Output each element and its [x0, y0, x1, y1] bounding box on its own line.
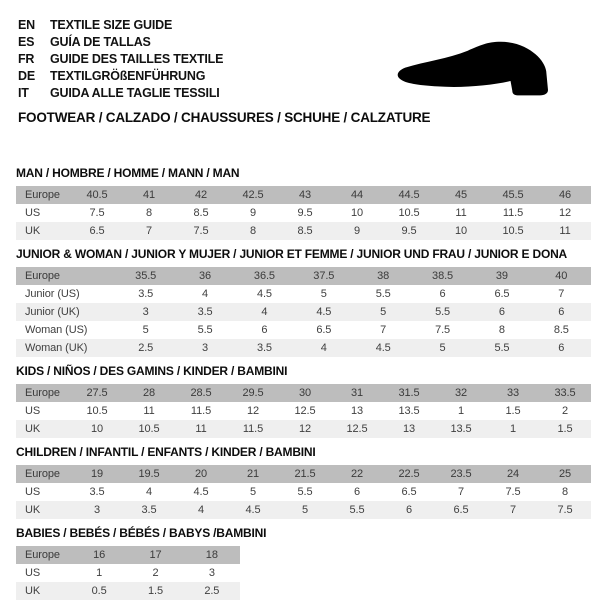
size-table-man: [16, 186, 591, 240]
language-header: [18, 16, 223, 101]
size-cell: 7: [457, 486, 465, 498]
size-cell: 5: [249, 486, 257, 498]
header-row: [16, 267, 591, 285]
size-cell: 44: [331, 186, 383, 204]
row-label: Woman (UK): [16, 339, 116, 357]
size-table-junior: [16, 267, 591, 357]
language-row: [18, 84, 223, 101]
size-cell: 7: [123, 222, 175, 240]
language-code: DE: [18, 68, 35, 83]
section-title-children: CHILDREN / INFANTIL / ENFANTS / KINDER / BAMBINI: [16, 445, 316, 459]
size-cell: 11.5: [190, 405, 212, 417]
language-label: GUÍA DE TALLAS: [50, 34, 151, 49]
size-cell: 5: [142, 324, 149, 336]
size-cell: 21: [227, 465, 279, 483]
size-cell: 7: [380, 324, 387, 336]
size-cell: 10: [435, 222, 487, 240]
size-cell: 5.5: [413, 303, 472, 321]
size-cell: 45: [435, 186, 487, 204]
section-title-kids: KIDS / NIÑOS / DES GAMINS / KINDER / BAMBINI: [16, 364, 288, 378]
size-cell: 29.5: [227, 384, 279, 402]
size-cell: 11.5: [502, 207, 524, 219]
size-cell: 8: [145, 207, 153, 219]
language-row: [18, 67, 223, 84]
size-cell: 10: [71, 420, 123, 438]
section-junior: [16, 247, 591, 357]
size-cell: 6: [353, 486, 361, 498]
size-cell: 9.5: [383, 222, 435, 240]
size-cell: 3: [208, 567, 215, 579]
section-kids: [16, 364, 591, 438]
row-label: UK: [16, 420, 71, 438]
header-row: [16, 546, 240, 564]
table-row: [16, 303, 591, 321]
size-cell: 3.5: [123, 501, 175, 519]
size-cell: 4.5: [256, 288, 272, 300]
size-cell: 33: [487, 384, 539, 402]
size-cell: 9.5: [297, 207, 313, 219]
size-cell: 3: [116, 303, 175, 321]
row-label: Europe: [16, 267, 116, 285]
row-label: UK: [16, 501, 71, 519]
size-cell: 6: [261, 324, 268, 336]
size-tables: [16, 166, 591, 607]
size-cell: 33.5: [539, 384, 591, 402]
size-cell: 46: [539, 186, 591, 204]
size-cell: 1.5: [539, 420, 591, 438]
size-cell: 1.5: [127, 582, 183, 600]
size-cell: 31.5: [383, 384, 435, 402]
size-cell: 3: [175, 339, 234, 357]
size-cell: 17: [127, 546, 183, 564]
size-cell: 4.5: [193, 486, 209, 498]
row-label: UK: [16, 582, 71, 600]
size-cell: 4.5: [354, 339, 413, 357]
size-cell: 7.5: [175, 222, 227, 240]
size-cell: 4: [294, 339, 353, 357]
language-row: [18, 50, 223, 67]
size-cell: 13: [383, 420, 435, 438]
size-cell: 7.5: [539, 501, 591, 519]
row-label: Europe: [16, 384, 71, 402]
table-row: [16, 222, 591, 240]
size-cell: 11.5: [227, 420, 279, 438]
language-code: EN: [18, 17, 35, 32]
size-cell: 3.5: [235, 339, 294, 357]
size-cell: 41: [123, 186, 175, 204]
size-cell: 16: [71, 546, 127, 564]
size-cell: 3.5: [138, 288, 154, 300]
size-cell: 21.5: [279, 465, 331, 483]
size-cell: 2.5: [116, 339, 175, 357]
size-cell: 31: [331, 384, 383, 402]
size-cell: 10.5: [86, 405, 108, 417]
table-row: [16, 321, 591, 339]
size-cell: 6.5: [316, 324, 332, 336]
language-label: TEXTILGRÖßENFÜHRUNG: [50, 68, 206, 83]
size-cell: 12.5: [331, 420, 383, 438]
size-cell: 3.5: [175, 303, 234, 321]
size-cell: 11: [539, 222, 591, 240]
size-cell: 6.5: [494, 288, 510, 300]
size-cell: 22: [331, 465, 383, 483]
size-cell: 1: [96, 567, 103, 579]
size-cell: 28: [123, 384, 175, 402]
size-cell: 39: [472, 267, 531, 285]
section-children: [16, 445, 591, 519]
size-cell: 38: [354, 267, 413, 285]
size-cell: 6: [383, 501, 435, 519]
size-cell: 30: [279, 384, 331, 402]
size-cell: 4: [145, 486, 153, 498]
size-cell: 8: [227, 222, 279, 240]
table-row: [16, 420, 591, 438]
language-label: GUIDE DES TAILLES TEXTILE: [50, 51, 224, 66]
section-babies: [16, 526, 591, 600]
size-cell: 25: [539, 465, 591, 483]
header-row: [16, 384, 591, 402]
size-cell: 42: [175, 186, 227, 204]
size-cell: 4: [202, 288, 209, 300]
size-cell: 36: [175, 267, 234, 285]
size-cell: 40.5: [71, 186, 123, 204]
size-cell: 18: [184, 546, 240, 564]
size-cell: 8.5: [193, 207, 209, 219]
row-label: UK: [16, 222, 71, 240]
size-cell: 32: [435, 384, 487, 402]
language-label: TEXTILE SIZE GUIDE: [50, 17, 173, 32]
size-cell: 5.5: [331, 501, 383, 519]
size-cell: 11: [455, 207, 467, 219]
size-cell: 28.5: [175, 384, 227, 402]
size-cell: 6: [532, 303, 591, 321]
row-label: US: [25, 207, 41, 219]
table-row: [16, 402, 591, 420]
size-cell: 22.5: [383, 465, 435, 483]
size-cell: 8.5: [553, 324, 569, 336]
size-cell: 6.5: [401, 486, 417, 498]
size-cell: 27.5: [71, 384, 123, 402]
section-man: [16, 166, 591, 240]
size-cell: 11: [175, 420, 227, 438]
size-cell: 6: [439, 288, 446, 300]
size-cell: 5.5: [472, 339, 531, 357]
size-table-kids: [16, 384, 591, 438]
row-label: US: [25, 486, 41, 498]
shoe-icon: [392, 32, 572, 98]
size-cell: 4.5: [294, 303, 353, 321]
size-cell: 35.5: [116, 267, 175, 285]
size-cell: 1: [487, 420, 539, 438]
row-label: US: [25, 567, 41, 579]
table-row: [16, 501, 591, 519]
size-table-babies: [16, 546, 240, 600]
size-cell: 1: [457, 405, 465, 417]
table-row: [16, 339, 591, 357]
language-row: [18, 33, 223, 50]
table-row: [16, 204, 591, 222]
size-cell: 38.5: [413, 267, 472, 285]
size-cell: 9: [331, 222, 383, 240]
size-cell: 8: [498, 324, 505, 336]
header-row: [16, 465, 591, 483]
size-cell: 11: [143, 405, 155, 417]
size-cell: 45.5: [487, 186, 539, 204]
size-cell: 12: [558, 207, 572, 219]
size-cell: 6: [532, 339, 591, 357]
row-label: Europe: [16, 546, 71, 564]
size-cell: 9: [249, 207, 257, 219]
category-title: FOOTWEAR / CALZADO / CHAUSSURES / SCHUHE / CALZATURE: [18, 110, 431, 125]
size-cell: 4.5: [227, 501, 279, 519]
size-cell: 5.5: [375, 288, 391, 300]
size-cell: 4: [235, 303, 294, 321]
size-cell: 8.5: [279, 222, 331, 240]
size-cell: 5: [320, 288, 327, 300]
size-cell: 3: [71, 501, 123, 519]
row-label: US: [25, 405, 41, 417]
size-cell: 19.5: [123, 465, 175, 483]
size-cell: 42.5: [227, 186, 279, 204]
size-cell: 10.5: [123, 420, 175, 438]
size-cell: 44.5: [383, 186, 435, 204]
size-cell: 4: [175, 501, 227, 519]
size-cell: 13.5: [398, 405, 420, 417]
size-cell: 8: [561, 486, 569, 498]
size-cell: 24: [487, 465, 539, 483]
size-cell: 13.5: [435, 420, 487, 438]
size-cell: 5: [279, 501, 331, 519]
size-cell: 2: [561, 405, 569, 417]
section-title-babies: BABIES / BEBÉS / BÉBÉS / BABYS /BAMBINI: [16, 526, 267, 540]
size-cell: 0.5: [71, 582, 127, 600]
size-cell: 12: [279, 420, 331, 438]
size-cell: 6: [472, 303, 531, 321]
size-cell: 19: [71, 465, 123, 483]
size-cell: 13: [350, 405, 364, 417]
size-cell: 6.5: [71, 222, 123, 240]
table-row: [16, 564, 240, 582]
row-label: Europe: [16, 186, 71, 204]
language-row: [18, 16, 223, 33]
size-cell: 6.5: [435, 501, 487, 519]
row-label: Junior (UK): [16, 303, 116, 321]
table-row: [16, 483, 591, 501]
language-code: ES: [18, 34, 35, 49]
size-cell: 2: [152, 567, 159, 579]
size-cell: 12: [246, 405, 260, 417]
size-cell: 1.5: [505, 405, 521, 417]
size-cell: 43: [279, 186, 331, 204]
row-label: Woman (US): [25, 324, 88, 336]
table-row: [16, 285, 591, 303]
size-cell: 5.5: [197, 324, 213, 336]
size-cell: 37.5: [294, 267, 353, 285]
size-cell: 2.5: [184, 582, 240, 600]
section-title-junior: JUNIOR & WOMAN / JUNIOR Y MUJER / JUNIOR ET FEMME / JUNIOR UND FRAU / JUNIOR E DONA: [16, 247, 568, 261]
size-cell: 36.5: [235, 267, 294, 285]
language-code: IT: [18, 85, 29, 100]
size-cell: 7.5: [435, 324, 451, 336]
size-cell: 7: [558, 288, 565, 300]
size-cell: 20: [175, 465, 227, 483]
size-cell: 10: [350, 207, 364, 219]
size-cell: 7: [487, 501, 539, 519]
size-cell: 12.5: [294, 405, 316, 417]
row-label: Junior (US): [25, 288, 80, 300]
language-label: GUIDA ALLE TAGLIE TESSILI: [50, 85, 220, 100]
section-title-man: MAN / HOMBRE / HOMME / MANN / MAN: [16, 166, 240, 180]
size-cell: 40: [532, 267, 591, 285]
size-cell: 23.5: [435, 465, 487, 483]
table-row: [16, 582, 240, 600]
size-cell: 5.5: [297, 486, 313, 498]
row-label: Europe: [16, 465, 71, 483]
size-cell: 10.5: [398, 207, 420, 219]
size-cell: 10.5: [487, 222, 539, 240]
size-cell: 7.5: [89, 207, 105, 219]
size-cell: 5: [413, 339, 472, 357]
size-cell: 5: [354, 303, 413, 321]
language-code: FR: [18, 51, 35, 66]
size-cell: 7.5: [505, 486, 521, 498]
size-table-children: [16, 465, 591, 519]
size-cell: 3.5: [89, 486, 105, 498]
header-row: [16, 186, 591, 204]
